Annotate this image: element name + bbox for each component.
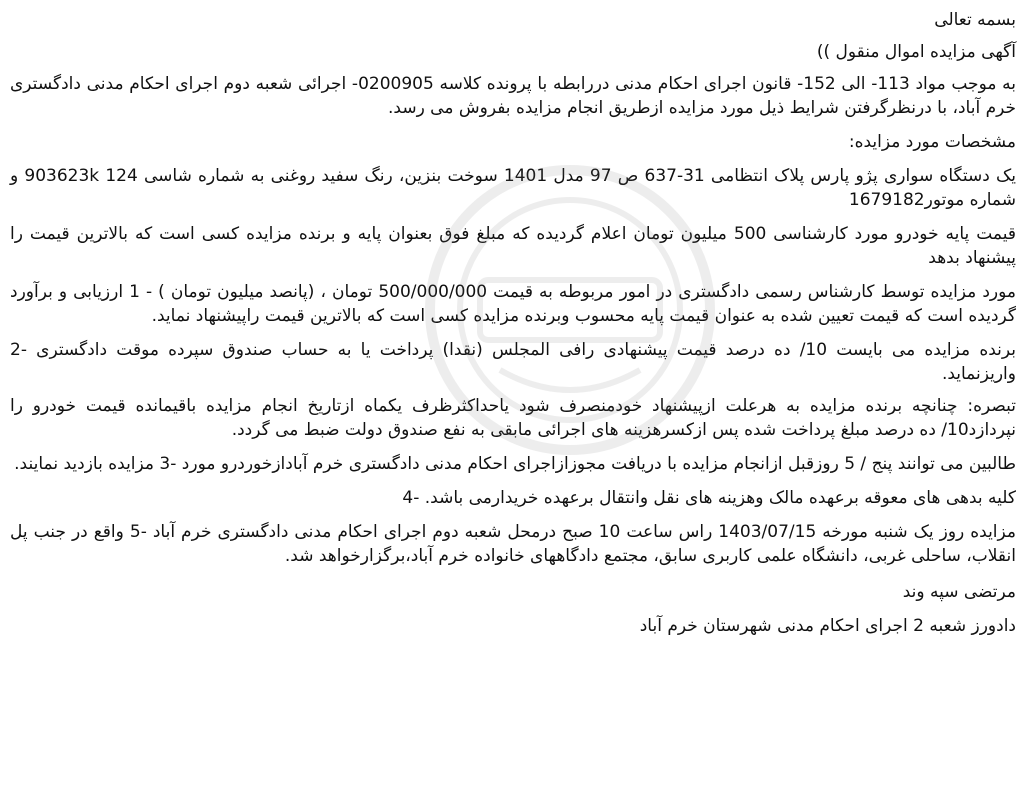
intro-paragraph: به موجب مواد 113- الی 152- قانون اجرای احکام مدنی دررابطه با پرونده کلاسه 0200905- اجرائی شعبه دوم اجرای احکام مدنی دادگستری خرم آباد، با درنظرگرفتن شرایط ذیل مورد مزایده ازطریق انجام مزایده بفروش می رسد. (10, 74, 1016, 118)
condition-3: طالبین می توانند پنج / 5 روزقبل ازانجام مزایده با دریافت مجوزازاجرای احکام مدنی دادگستری خرم آبادازخوردرو مورد -3 مزایده بازدید نمایند. (14, 454, 1016, 474)
condition-note: تبصره: چنانچه برنده مزایده به هرعلت ازپیشنهاد خودمنصرف شود یاحداکثرظرف یکماه ازتاریخ انجام مزایده باقیمانده قیمت خودرو را نپردازد10/ ده درصد مبلغ پرداخت شده پس ازکسرهزینه های اجرائی مابقی به نفع صندوق دولت ضبط می گردد. (10, 396, 1016, 440)
signer-name: مرتضی سپه وند (902, 582, 1016, 602)
condition-1: مورد مزایده توسط کارشناس رسمی دادگستری در امور مربوطه به قیمت 500/000/000 تومان ، (پانصد میلیون تومان ) - 1 ارزیابی و برآورد گردیده است که قیمت تعیین شده به عنوان قیمت پایه محسوب وبرنده مزایده کسی است که بالاترین قیمت راپیشنهاد نماید. (10, 282, 1016, 326)
condition-5: مزایده روز یک شنبه مورخه 1403/07/15 راس ساعت 10 صبح درمحل شعبه دوم اجرای احکام مدنی دادگستری خرم آباد -5 واقع در جنب پل انقلاب، ساحلی غربی، دانشگاه علمی کاربری سابق، مجتمع دادگاههای خانواده خرم آباد،برگزارخواهد شد. (10, 522, 1017, 566)
vehicle-description: یک دستگاه سواری پژو پارس پلاک انتظامی 31-637 ص 97 مدل 1401 سوخت بنزین، رنگ سفید روغنی به شماره شاسی 124 903623k و شماره موتور1679182 (10, 166, 1016, 210)
base-price-paragraph: قیمت پایه خودرو مورد کارشناسی 500 میلیون تومان اعلام گردیده که مبلغ فوق بعنوان پایه و برنده مزایده کسی است که بالاترین قیمت را پیشنهاد بدهد (10, 224, 1017, 268)
condition-2: برنده مزایده می بایست 10/ ده درصد قیمت پیشنهادی رافی المجلس (نقدا) پرداخت یا به حساب صندوق سپرده موقت دادگستری -2 واریزنماید. (10, 340, 1016, 384)
condition-4: کلیه بدهی های معوقه برعهده مالک وهزینه های نقل وانتقال برعهده خریدارمی باشد. -4 (402, 488, 1016, 508)
notice-title: آگهی مزایده اموال منقول )) (816, 42, 1016, 62)
signer-position: دادورز شعبه 2 اجرای احکام مدنی شهرستان خرم آباد (639, 616, 1016, 636)
basmala: بسمه تعالی (934, 10, 1016, 30)
specs-heading: مشخصات مورد مزایده: (848, 132, 1016, 152)
